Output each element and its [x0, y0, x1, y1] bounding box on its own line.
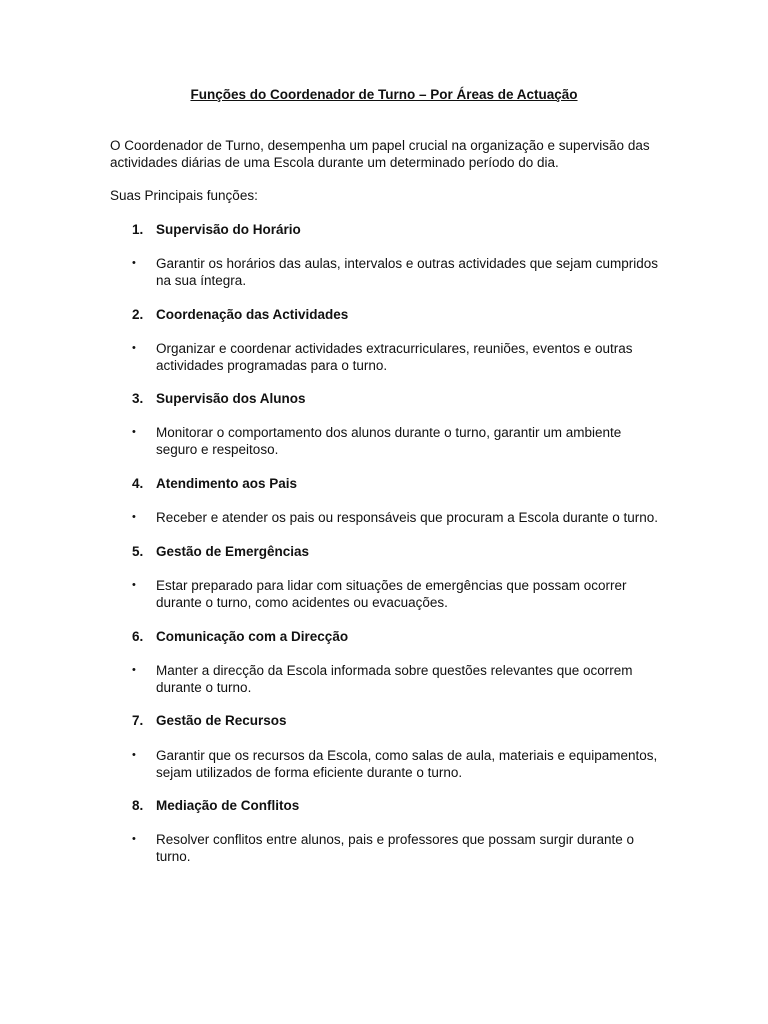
bullet-marker: • — [132, 511, 136, 523]
section-number: 6. — [132, 629, 144, 644]
section-number: 5. — [132, 544, 144, 559]
bullet-text: Garantir os horários das aulas, intervalos e outras actividades que sejam cumpridos na sua íntegra. — [156, 256, 658, 288]
section-number: 3. — [132, 391, 144, 406]
bullet-text: Resolver conflitos entre alunos, pais e professores que possam surgir durante o turno. — [156, 832, 635, 864]
bullet-text: Estar preparado para lidar com situações de emergências que possam ocorrer durante o turno, como acidentes ou evacuações. — [156, 578, 627, 610]
bullet-text: Garantir que os recursos da Escola, como salas de aula, materiais e equipamentos, sejam utilizados de forma eficiente durante o turno. — [156, 748, 658, 780]
bullet-marker: • — [132, 257, 136, 269]
bullet-text: Monitorar o comportamento dos alunos durante o turno, garantir um ambiente seguro e respeitoso. — [156, 425, 622, 457]
section-number: 8. — [132, 798, 144, 813]
section-title: Coordenação das Actividades — [156, 307, 349, 322]
section-title: Gestão de Emergências — [156, 544, 310, 559]
section-title: Mediação de Conflitos — [156, 798, 300, 813]
bullet-marker: • — [132, 342, 136, 354]
section-number: 7. — [132, 713, 144, 728]
section-title: Supervisão dos Alunos — [156, 391, 306, 406]
intro-paragraph: O Coordenador de Turno, desempenha um papel crucial na organização e supervisão das actividades diárias de uma Escola durante um determinado período do dia. — [110, 138, 650, 170]
bullet-text: Manter a direcção da Escola informada sobre questões relevantes que ocorrem durante o turno. — [156, 663, 633, 695]
section-title: Comunicação com a Direcção — [156, 629, 349, 644]
bullet-text: Receber e atender os pais ou responsáveis que procuram a Escola durante o turno. — [156, 510, 659, 525]
section-number: 4. — [132, 476, 144, 491]
section-title: Supervisão do Horário — [156, 222, 301, 237]
bullet-text: Organizar e coordenar actividades extracurriculares, reuniões, eventos e outras actividades programadas para o turno. — [156, 341, 633, 373]
functions-lead-text: Suas Principais funções: — [110, 188, 258, 203]
bullet-marker: • — [132, 664, 136, 676]
document-title: Funções do Coordenador de Turno – Por Áreas de Actuação — [190, 87, 578, 102]
section-title: Atendimento aos Pais — [156, 476, 298, 491]
section-title: Gestão de Recursos — [156, 713, 287, 728]
section-number: 1. — [132, 222, 144, 237]
bullet-marker: • — [132, 833, 136, 845]
bullet-marker: • — [132, 579, 136, 591]
bullet-marker: • — [132, 749, 136, 761]
section-number: 2. — [132, 307, 144, 322]
bullet-marker: • — [132, 426, 136, 438]
